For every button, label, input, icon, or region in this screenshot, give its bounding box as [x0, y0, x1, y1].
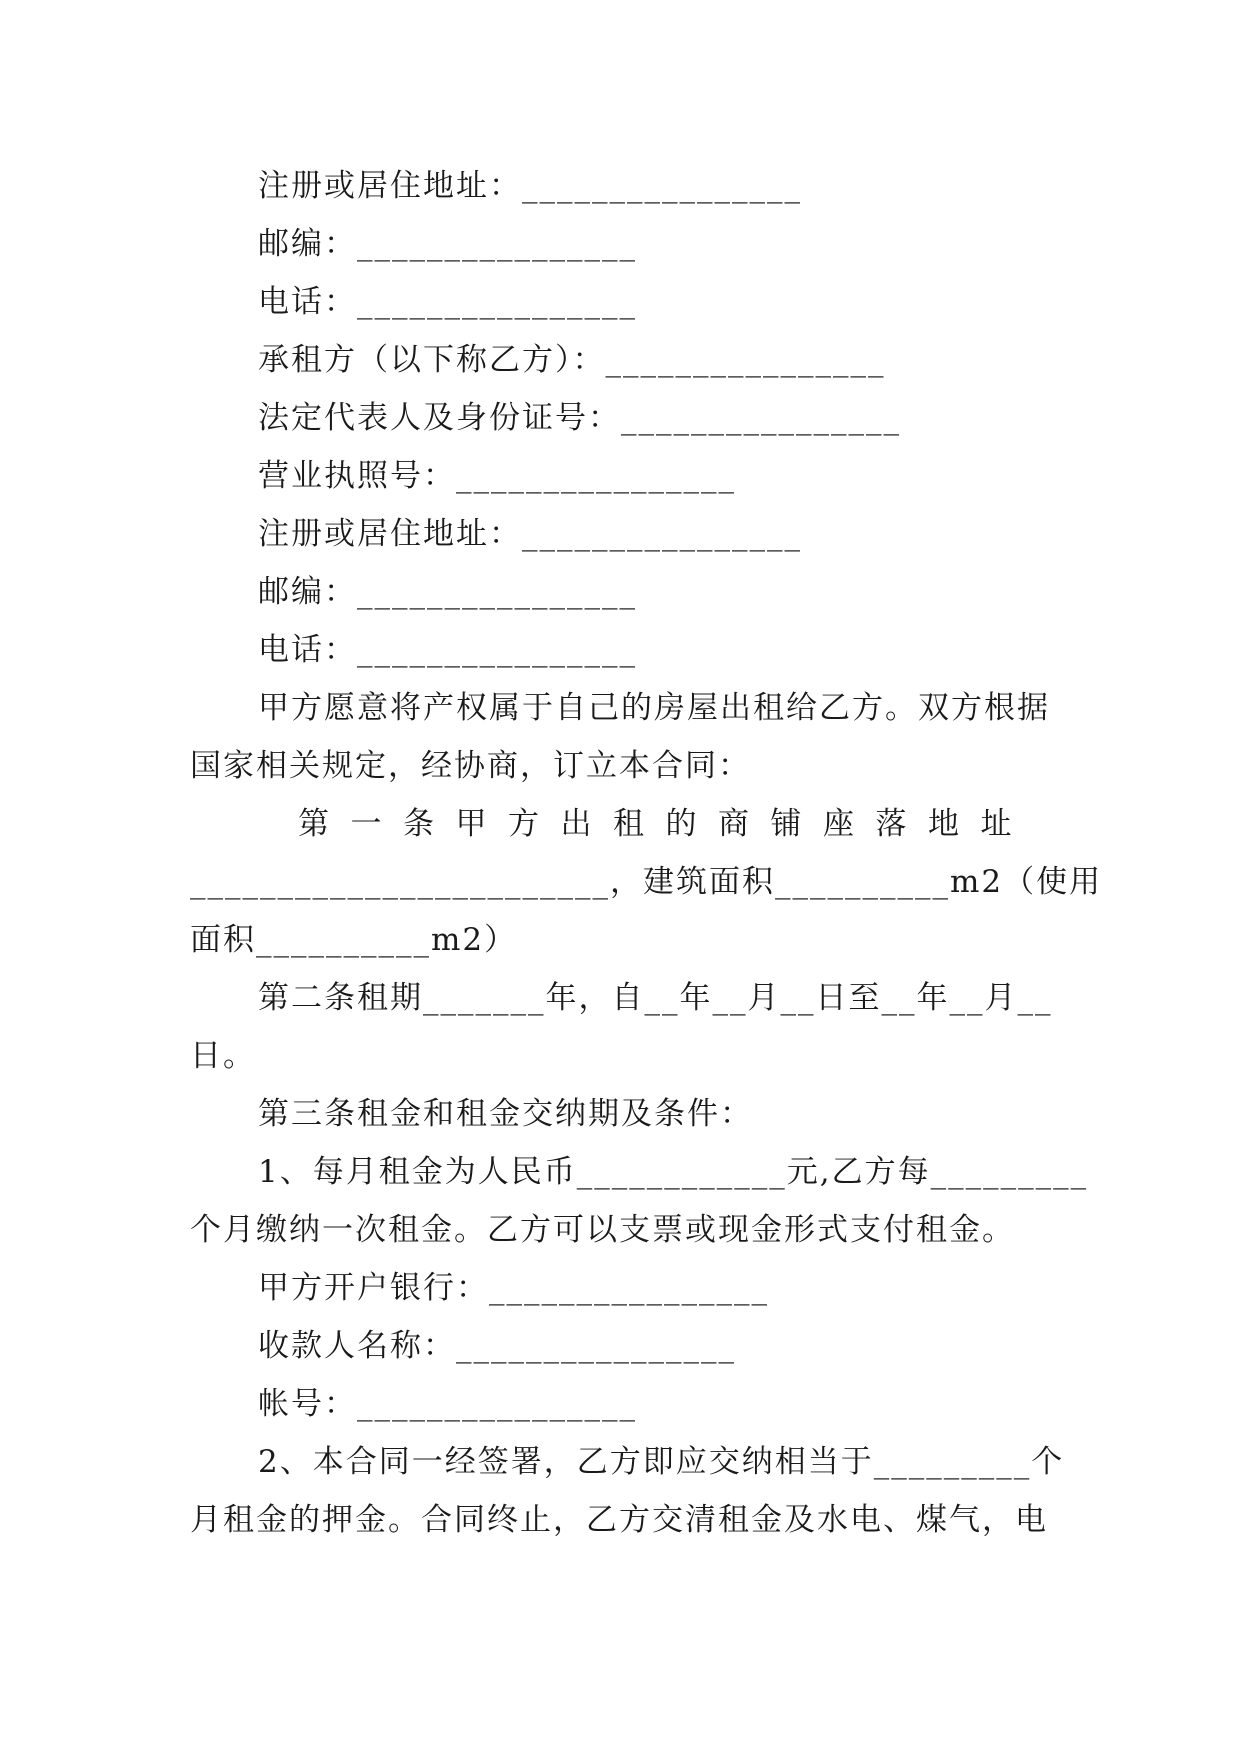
field-phone-lessee: 电话：________________: [258, 632, 637, 668]
field-account-number: 帐号：________________: [258, 1386, 637, 1422]
article-3-item-1-line-2: 个月缴纳一次租金。乙方可以支票或现金形式支付租金。: [190, 1212, 1015, 1248]
article-3-heading: 第三条租金和租金交纳期及条件：: [258, 1096, 753, 1132]
article-1-line-3: 面积__________m2）: [190, 922, 518, 958]
field-payee-name: 收款人名称：________________: [258, 1328, 736, 1364]
field-phone-lessor: 电话：________________: [258, 284, 637, 320]
field-lessor-bank: 甲方开户银行：________________: [258, 1270, 769, 1306]
field-postcode-lessor: 邮编：________________: [258, 226, 637, 262]
field-registered-address-lessee: 注册或居住地址：________________: [258, 516, 802, 552]
article-3-item-1-line-1: 1、每月租金为人民币____________元,乙方每_________: [258, 1154, 1089, 1190]
paragraph-intro-line-2: 国家相关规定，经协商，订立本合同：: [190, 748, 751, 784]
field-legal-representative-id: 法定代表人及身份证号：________________: [258, 400, 901, 436]
field-registered-address-lessor: 注册或居住地址：________________: [258, 168, 802, 204]
article-2-line-1: 第二条租期_______年，自__年__月__日至__年__月__: [258, 980, 1053, 1016]
article-2-line-2: 日。: [190, 1038, 256, 1074]
field-business-license: 营业执照号：________________: [258, 458, 736, 494]
field-postcode-lessee: 邮编：________________: [258, 574, 637, 610]
article-1-line-1: 第一条甲方出租的商铺座落地址: [298, 806, 1033, 842]
article-3-item-2-line-2: 月租金的押金。合同终止，乙方交清租金及水电、煤气，电: [190, 1502, 1048, 1538]
article-3-item-2-line-1: 2、本合同一经签署，乙方即应交纳相当于_________个: [258, 1444, 1065, 1480]
article-1-line-2: ________________________，建筑面积__________m2（使用: [190, 864, 1103, 900]
paragraph-intro-line-1: 甲方愿意将产权属于自己的房屋出租给乙方。双方根据: [258, 690, 1050, 726]
field-lessee: 承租方（以下称乙方）：________________: [258, 342, 886, 378]
